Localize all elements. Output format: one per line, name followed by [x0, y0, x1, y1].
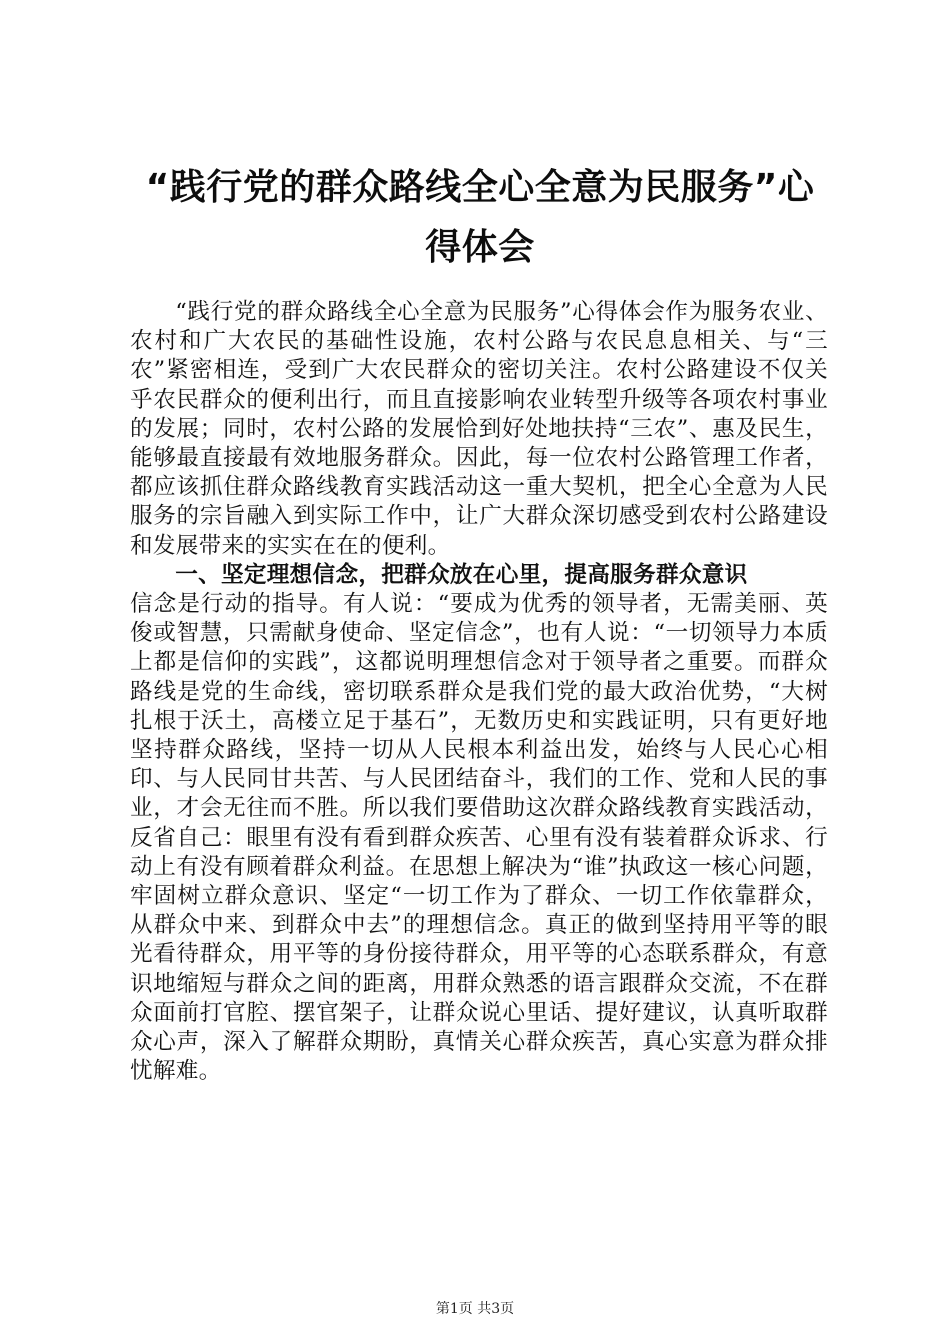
document-body	[130, 298, 828, 1086]
section-heading-1: 一、坚定理想信念，把群众放在心里，提高服务群众意识	[175, 561, 748, 588]
page-footer: 第1页 共3页	[435, 1301, 515, 1317]
document-title: “践行党的群众路线全心全意为民服务”心得体会	[145, 167, 815, 268]
intro-paragraph: “践行党的群众路线全心全意为民服务”心得体会作为服务农业、农村和广大农民的基础性设施，农村公路与农民息息相关、与“三农”紧密相连，受到广大农民群众的密切关注。农村公路建设不仅关乎农民群众的便利出行，而且直接影响农业转型升级等各项农村事业的发展；同时，农村公路的发展恰到好处地扶持“三农”、惠及民生，能够最直接最有效地服务群众。因此，每一位农村公路管理工作者，都应该抓住群众路线教育实践活动这一重大契机，把全心全意为人民服务的宗旨融入到实际工作中，让广大群众深切感受到农村公路建设和发展带来的实实在在的便利。	[130, 299, 828, 559]
section-1-paragraph: 信念是行动的指导。有人说：“要成为优秀的领导者，无需美丽、英俊或智慧，只需献身使命、坚定信念”，也有人说：“一切领导力本质上都是信仰的实践”，这都说明理想信念对于领导者之重要。而群众路线是党的生命线，密切联系群众是我们党的最大政治优势，“大树扎根于沃土，高楼立足于基石”，无数历史和实践证明，只有更好地坚持群众路线，坚持一切从人民根本利益出发，始终与人民心心相印、与人民同甘共苦、与人民团结奋斗，我们的工作、党和人民的事业，才会无往而不胜。所以我们要借助这次群众路线教育实践活动，反省自己：眼里有没有看到群众疾苦、心里有没有装着群众诉求、行动上有没有顾着群众利益。在思想上解决为“谁”执政这一核心问题，牢固树立群众意识、坚定“一切工作为了群众、一切工作依靠群众，从群众中来、到群众中去”的理想信念。真正的做到坚持用平等的眼光看待群众，用平等的身份接待群众，用平等的心态联系群众，有意识地缩短与群众之间的距离，用群众熟悉的语言跟群众交流，不在群众面前打官腔、摆官架子，让群众说心里话、提好建议，认真听取群众心声，深入了解群众期盼，真情关心群众疾苦，真心实意为群众排忧解难。	[130, 591, 828, 1085]
